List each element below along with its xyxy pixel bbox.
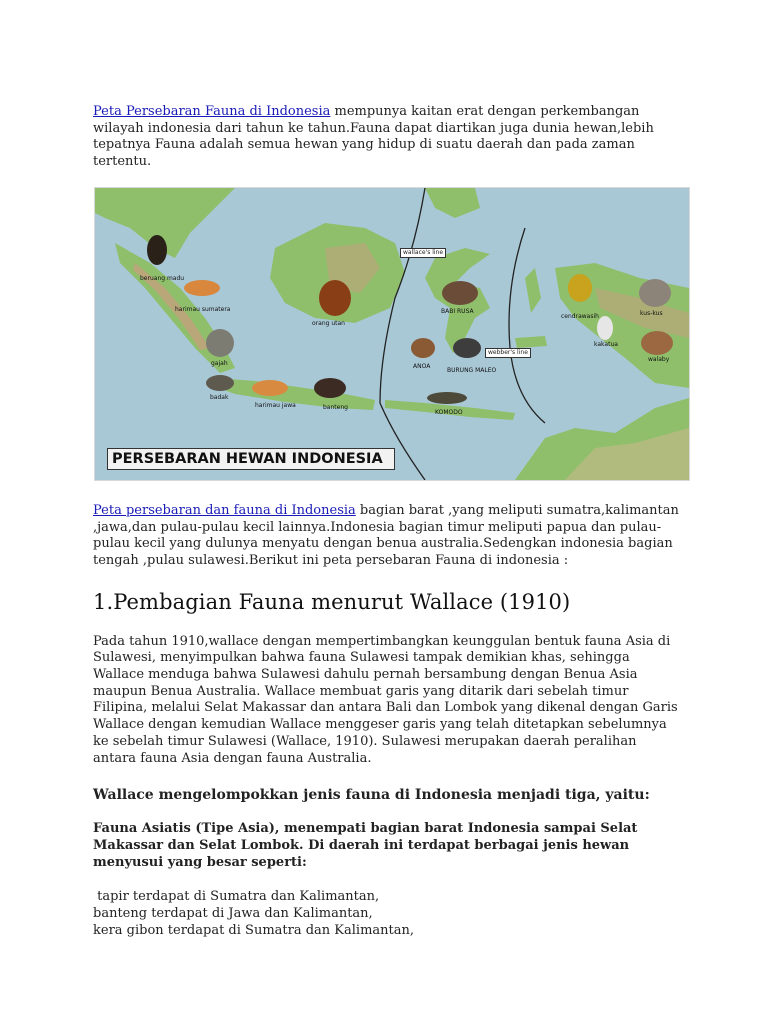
label-beruang-madu: beruang madu: [140, 274, 185, 282]
beruang-madu-picture: [147, 235, 167, 265]
fauna-list: [93, 889, 683, 939]
map-title: PERSEBARAN HEWAN INDONESIA: [107, 448, 395, 470]
burung-maleo-picture: [453, 338, 481, 358]
label-orang-utan: orang utan: [312, 319, 345, 327]
label-kakatua: kakatua: [594, 340, 618, 348]
banteng-picture: [314, 378, 346, 398]
para3: Pada tahun 1910,wallace dengan mempertimbangkan keunggulan bentuk fauna Asia di Sulawesi, menyimpulkan bahwa fauna Sulawesi tampak demikian khas, sehingga Wallace menduga bahwa Sulawesi dahulu pernah bersambung dengan Benua Asia maupun Benua Australia. Wallace membuat garis yang ditarik dari sebelah timur Filipina, melalui Selat Makassar dan antara Bali dan Lombok yang dikenal dengan Garis Wallace dengan kemudian Wallace menggeser garis yang telah ditetapkan sebelumnya ke sebelah timur Sulawesi (Wallace, 1910). Sulawesi merupakan daerah peralihan antara fauna Asia dengan fauna Australia.: [93, 633, 678, 766]
babi-rusa-picture: [442, 281, 478, 305]
list-item: tapir terdapat di Sumatra dan Kalimantan,: [93, 889, 380, 905]
harimau-jawa-picture: [252, 380, 288, 396]
label-badak: badak: [210, 393, 229, 401]
orang-utan-picture: [319, 280, 351, 316]
intro-paragraph: [93, 104, 683, 171]
section-heading: 1.Pembagian Fauna menurut Wallace (1910): [93, 589, 571, 614]
document-page: [93, 104, 683, 939]
label-anoa: ANOA: [413, 362, 431, 370]
label-cendrawasih: cendrawasih: [561, 312, 599, 320]
para2-text: bagian barat ,yang meliputi sumatra,kalimantan ,jawa,dan pulau-pulau kecil lainnya.Indonesia bagian timur meliputi papua dan pulau-pulau kecil yang dulunya menyatu dengan benua australia.Sedengkan indonesia bagian tengah ,pulau sulawesi.Berikut ini peta persebaran Fauna di indonesia :: [93, 502, 679, 568]
label-gajah: gajah: [211, 359, 228, 367]
badak-picture: [206, 375, 234, 391]
list-item: banteng terdapat di Jawa dan Kalimantan,: [93, 906, 373, 922]
harimau-sumatera-picture: [184, 280, 220, 296]
label-babi-rusa: BABI RUSA: [441, 307, 474, 315]
para4: Fauna Asiatis (Tipe Asia), menempati bagian barat Indonesia sampai Selat Makassar dan Selat Lombok. Di daerah ini terdapat berbagai jenis hewan menyusui yang besar seperti:: [93, 821, 638, 870]
webber-line-label: webber's line: [485, 348, 531, 358]
kus-kus-picture: [639, 279, 671, 307]
list-item: kera gibon terdapat di Sumatra dan Kalimantan,: [93, 922, 415, 938]
wallace-line-label: wallace's line: [400, 248, 446, 258]
map-graphic: [95, 188, 689, 480]
intro-text: mempunya kaitan erat dengan perkembangan wilayah indonesia dari tahun ke tahun.Fauna dapat diartikan juga dunia hewan,lebih tepatnya Fauna adalah semua hewan yang hidup di suatu daerah dan pada zaman tertentu.: [93, 104, 654, 170]
label-burung-maleo: BURUNG MALEO: [447, 366, 497, 374]
para2-link[interactable]: Peta persebaran dan fauna di Indonesia: [93, 502, 356, 518]
para2: [93, 503, 683, 570]
fauna-map: [94, 187, 690, 481]
walaby-picture: [641, 331, 673, 355]
intro-link[interactable]: Peta Persebaran Fauna di Indonesia: [93, 104, 331, 119]
label-kus-kus: kus-kus: [640, 309, 663, 317]
subheading: Wallace mengelompokkan jenis fauna di Indonesia menjadi tiga, yaitu:: [93, 787, 650, 804]
label-harimau-sumatera: harimau sumatera: [175, 305, 231, 313]
anoa-picture: [411, 338, 435, 358]
label-komodo: KOMODO: [435, 408, 463, 416]
kakatua-picture: [597, 316, 613, 340]
label-harimau-jawa: harimau jawa: [255, 401, 296, 409]
label-walaby: walaby: [648, 355, 670, 363]
cendrawasih-picture: [568, 274, 592, 302]
label-banteng: banteng: [323, 403, 348, 411]
gajah-picture: [206, 329, 234, 357]
komodo-picture: [427, 392, 467, 404]
